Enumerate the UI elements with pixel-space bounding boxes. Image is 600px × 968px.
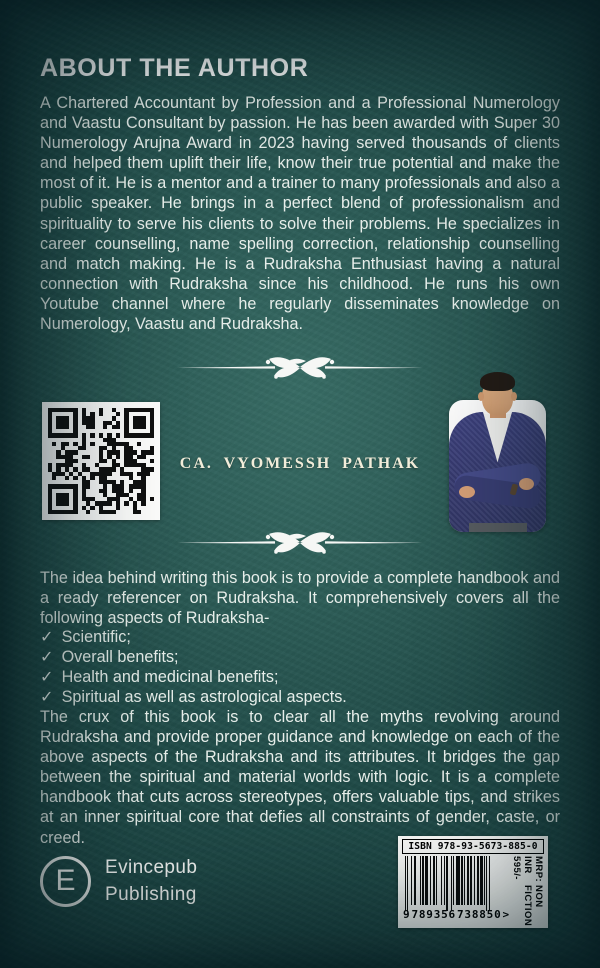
publisher-name [105,854,197,908]
check-icon: ✓ [40,628,54,646]
portrait-hand [459,486,475,498]
aspects-checklist [40,627,560,707]
publisher-name-line2: Publishing [105,884,197,905]
about-text: A Chartered Accountant by Profession and a Professional Numerology and Vaastu Consultant by passion. He has been awarded with Super 30 Numerology Arujna Award in 2023 having served thousands of clients and helped them uplift their life, know their true potential and make the most of it. He is a mentor and a trainer to many professionals and also a public speaker. He brings in a perfect blend of professionalism and spirituality to serve his clients to solve their problems. He specializes in career counselling, name spelling correction, relationship counselling and match making. He is a Rudraksha Enthusiast having a natural connection with Rudraksha since his childhood. He runs his own Youtube channel where he regularly disseminates knowledge on Numerology, Vaastu and Rudraksha. [40,94,560,334]
publisher-logo [40,854,197,908]
category-label: NON FICTION [522,884,544,926]
barcode-bars [402,856,511,905]
checklist-item [40,627,560,647]
isbn-label: ISBN 978-93-5673-885-0 [402,839,544,854]
check-icon: ✓ [40,648,54,667]
checklist-item [40,687,560,707]
barcode-digit-group: 789356 [411,907,456,921]
checklist-item-label: Overall benefits; [61,648,179,667]
checklist-item [40,647,560,667]
publisher-name-line1: Evincepub [105,857,198,878]
barcode-digit-group: 9 [403,907,411,921]
checklist-item-label: Spiritual as well as astrological aspects. [61,688,347,707]
barcode-arrow: > [502,907,510,921]
barcode-digits [402,908,511,921]
barcode-side-labels [511,854,544,926]
qr-code [42,402,160,520]
photo-background [449,400,546,532]
portrait-hair [480,372,515,391]
checklist-item-label: Scientific; [61,628,131,646]
check-icon: ✓ [40,688,54,707]
mrp-label: MRP: INR 595/- [511,855,544,882]
portrait-ear [478,392,484,401]
author-photo [449,400,546,532]
checklist-item [40,667,560,687]
checklist-item-label: Health and medicinal benefits; [61,668,279,687]
book-summary-lead: The idea behind writing this book is to provide a complete handbook and a ready referencer on Rudraksha. It comprehensively covers all the following aspects of Rudraksha- [40,569,560,628]
portrait-hand [519,478,534,490]
check-icon: ✓ [40,668,54,687]
barcode [398,836,548,928]
author-name: CA. VYOMESSH PATHAK [179,455,421,472]
book-summary-conclusion: The crux of this book is to clear all the myths revolving around Rudraksha and provide proper guidance and knowledge on each of the above aspects of the Rudraksha and its attributes. It bridges the gap between the spiritual and material worlds with logic. It is a complete handbook that cuts across stereotypes, offers valuable tips, and strikes at an inner spiritual core that defies all constraints of gender, caste, or creed. [40,708,560,847]
publisher-logo-icon: E [40,856,91,907]
barcode-digit-group: 738850 [456,907,502,921]
flourish-divider-icon [0,527,600,557]
qr-code-pattern [48,408,154,514]
portrait-ear [511,392,517,401]
about-heading: ABOUT THE AUTHOR [40,54,309,82]
